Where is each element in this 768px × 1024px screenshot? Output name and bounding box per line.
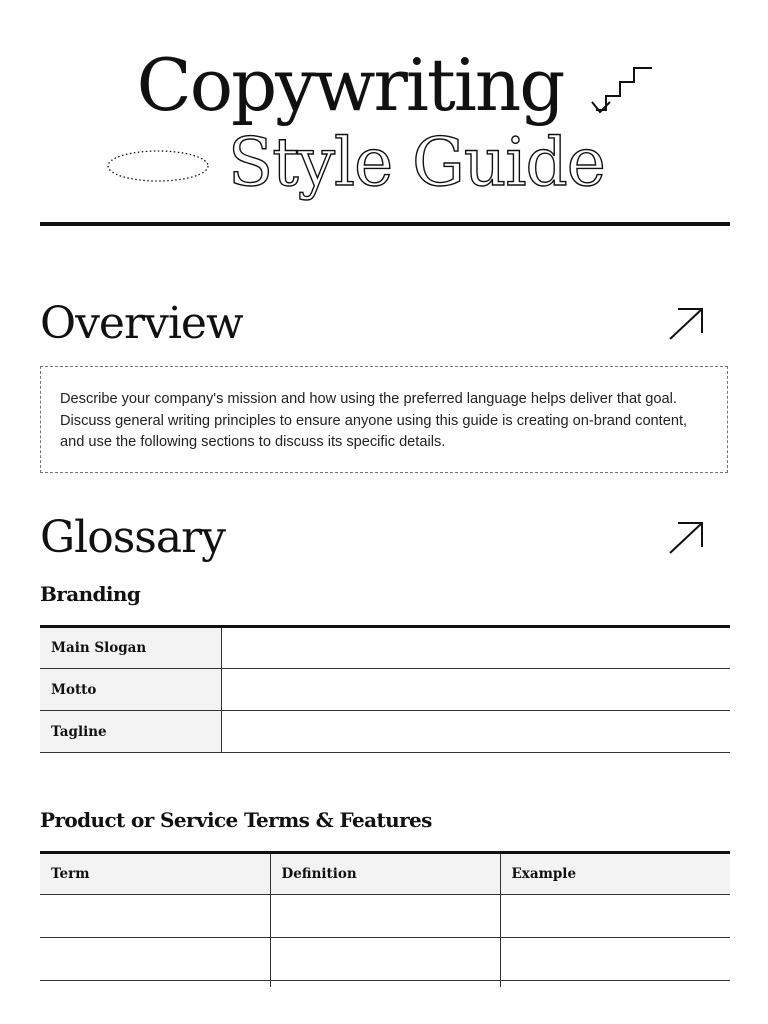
table-row	[40, 711, 730, 753]
header	[0, 0, 768, 230]
example-cell[interactable]	[500, 895, 730, 938]
motto-label: Motto	[40, 669, 221, 711]
term-cell[interactable]	[40, 895, 270, 938]
term-cell	[40, 981, 270, 987]
glossary-heading: Glossary	[40, 512, 225, 563]
overview-description: Describe your company's mission and how using the preferred language helps deliver that goal. Discuss general writing principles to ensure anyone using this guide is creating on-brand content, and use the following sections to discuss its specific details.	[60, 391, 688, 450]
header-divider	[40, 222, 730, 226]
example-cell[interactable]	[500, 938, 730, 981]
dotted-ellipse-icon	[106, 148, 210, 184]
title-line-2: Style Guide	[228, 124, 605, 201]
table-row	[40, 627, 730, 669]
branding-table	[40, 625, 730, 753]
motto-value[interactable]	[221, 669, 730, 711]
column-header-term: Term	[40, 853, 270, 895]
table-row	[40, 938, 730, 981]
terms-table	[40, 851, 730, 987]
term-cell[interactable]	[40, 938, 270, 981]
overview-heading: Overview	[40, 298, 243, 349]
definition-cell	[270, 981, 500, 987]
stairs-arrow-icon	[588, 64, 658, 120]
column-header-definition: Definition	[270, 853, 500, 895]
main-slogan-value[interactable]	[221, 627, 730, 669]
main-slogan-label: Main Slogan	[40, 627, 221, 669]
arrow-up-right-icon	[666, 520, 706, 556]
table-row-partial	[40, 981, 730, 987]
table-row	[40, 895, 730, 938]
tagline-value[interactable]	[221, 711, 730, 753]
table-row	[40, 669, 730, 711]
definition-cell[interactable]	[270, 895, 500, 938]
terms-heading: Product or Service Terms & Features	[40, 808, 432, 832]
column-header-example: Example	[500, 853, 730, 895]
definition-cell[interactable]	[270, 938, 500, 981]
arrow-up-right-icon	[666, 306, 706, 342]
branding-heading: Branding	[40, 582, 141, 606]
example-cell	[500, 981, 730, 987]
table-header-row	[40, 853, 730, 895]
overview-description-box	[40, 366, 728, 473]
tagline-label: Tagline	[40, 711, 221, 753]
title-line-1: Copywriting	[136, 43, 564, 127]
